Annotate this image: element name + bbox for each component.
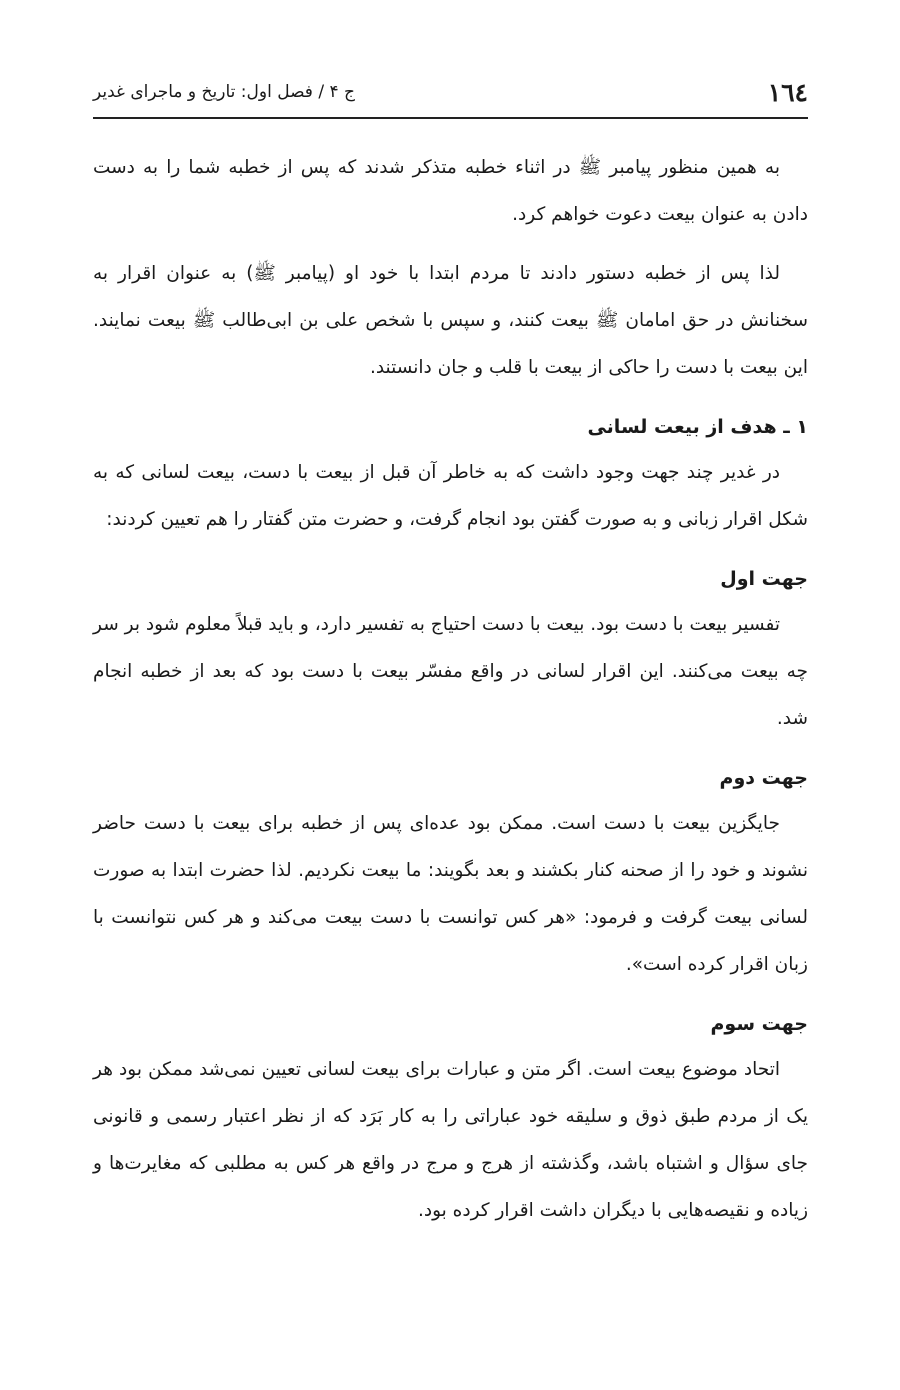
book-page	[93, 0, 808, 1390]
paragraph-2: لذا پس از خطبه دستور دادند تا مردم ابتدا با خود او (پیامبر ﷺ) به عنوان اقرار به سخنانش در حق امامان ﷺ بیعت کنند، و سپس با شخص علی بن ابی‌طالب ﷺ بیعت نمایند. این بیعت با دست را حاکی از بیعت با قلب و جان دانستند.	[93, 263, 808, 378]
running-head	[93, 72, 808, 112]
section-heading: ۱ ـ هدف از بیعت لسانی	[587, 416, 808, 438]
paragraph-5: جایگزین بیعت با دست است. ممکن بود عده‌ای پس از خطبه برای بیعت با دست حاضر نشوند و خود را از صحنه کنار بکشند و بعد بگویند: ما بیعت نکردیم. لذا حضرت ابتدا به صورت لسانی بیعت گرفت و فرمود: «هر کس توانست با دست بیعت می‌کند و هر کس نتوانست با زبان اقرار کرده است».	[93, 813, 808, 975]
header-divider	[93, 117, 808, 119]
subheading-third-aspect: جهت سوم	[710, 1013, 808, 1035]
paragraph-4: تفسیر بیعت با دست بود. بیعت با دست احتیاج به تفسیر دارد، و باید قبلاً معلوم شود بر سر چه بیعت می‌کنند. این اقرار لسانی در واقع مفسّر بیعت با دست بود که بعد از خطبه انجام شد.	[93, 614, 808, 729]
paragraph-6: اتحاد موضوع بیعت است. اگر متن و عبارات برای بیعت لسانی تعیین نمی‌شد ممکن بود هر یک از مردم طبق ذوق و سلیقه خود عباراتی را به کار بَرَد که از نظر اعتبار رسمی و قانونی جای سؤال و اشتباه باشد، وگذشته از هرج و مرج در واقع هر کس به مطلبی که مغایرت‌ها و زیاده و نقیصه‌هایی با دیگران داشت اقرار کرده بود.	[93, 1059, 808, 1221]
paragraph-3: در غدیر چند جهت وجود داشت که به خاطر آن قبل از بیعت با دست، بیعت لسانی که به شکل اقرار زبانی و به صورت گفتن بود انجام گرفت، و حضرت متن گفتار را هم تعیین کردند:	[93, 462, 808, 530]
subheading-second-aspect: جهت دوم	[719, 767, 808, 789]
running-title: ج ۴ / فصل اول: تاریخ و ماجرای غدیر	[93, 82, 356, 102]
body-text	[93, 144, 808, 1234]
subheading-first-aspect: جهت اول	[720, 568, 808, 590]
page-number: ۱٦٤	[767, 77, 808, 107]
paragraph-1: به همین منظور پیامبر ﷺ در اثناء خطبه متذکر شدند که پس از خطبه شما را به دست دادن به عنوان بیعت دعوت خواهم کرد.	[93, 157, 808, 225]
